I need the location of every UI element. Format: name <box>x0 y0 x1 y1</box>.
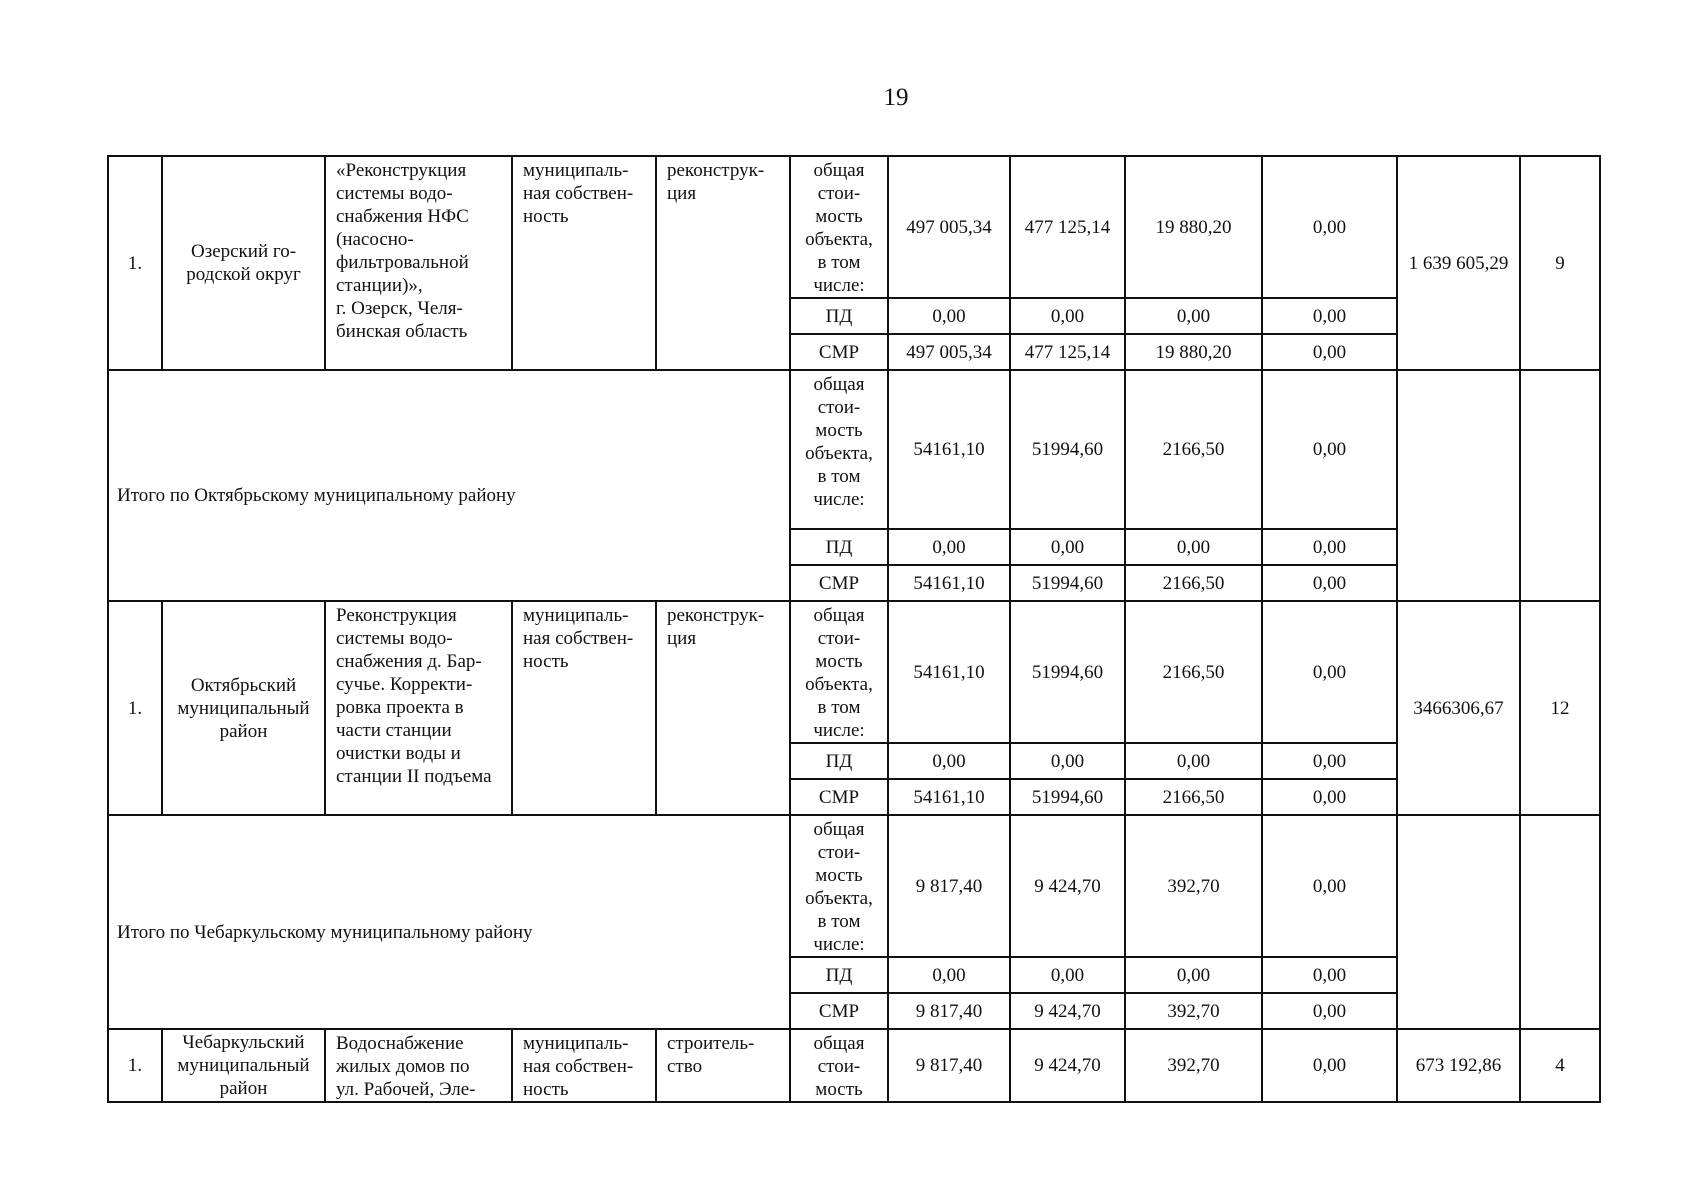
work-type-cell: строитель- ство <box>656 1029 790 1102</box>
ownership-cell: муниципаль- ная собствен- ность <box>512 156 656 370</box>
cost-type-label: ПД <box>790 743 888 779</box>
cost-type-label: общая стои- мость <box>790 1029 888 1102</box>
value-regional: 51994,60 <box>1010 565 1125 601</box>
empty-cell <box>1520 370 1600 601</box>
capacity-cell: 673 192,86 <box>1397 1029 1520 1102</box>
last-column-cell: 12 <box>1520 601 1600 815</box>
value-local: 2166,50 <box>1125 601 1262 743</box>
total-row <box>108 815 1600 957</box>
value-regional: 51994,60 <box>1010 601 1125 743</box>
value-total: 9 817,40 <box>888 815 1010 957</box>
value-local: 2166,50 <box>1125 565 1262 601</box>
value-local: 2166,50 <box>1125 779 1262 815</box>
value-regional: 9 424,70 <box>1010 815 1125 957</box>
value-local: 0,00 <box>1125 529 1262 565</box>
value-other: 0,00 <box>1262 156 1397 298</box>
financing-table <box>107 155 1601 1103</box>
value-regional: 477 125,14 <box>1010 156 1125 298</box>
value-regional: 477 125,14 <box>1010 334 1125 370</box>
row-number: 1. <box>108 601 162 815</box>
cost-type-label: СМР <box>790 993 888 1029</box>
value-total: 0,00 <box>888 298 1010 334</box>
value-total: 0,00 <box>888 529 1010 565</box>
value-other: 0,00 <box>1262 1029 1397 1102</box>
object-name-cell: «Реконструкция системы водо- снабжения НФС (насосно- фильтровальной станции)», г. Озерск, Челя- бинская область <box>325 156 512 370</box>
value-other: 0,00 <box>1262 565 1397 601</box>
cost-type-label: СМР <box>790 334 888 370</box>
value-regional: 0,00 <box>1010 743 1125 779</box>
cost-type-label: общая стои- мость объекта, в том числе: <box>790 601 888 743</box>
table-row <box>108 1029 1600 1102</box>
page-number: 19 <box>883 84 909 111</box>
value-regional: 0,00 <box>1010 298 1125 334</box>
municipality-cell: Октябрьский муниципальный район <box>162 601 325 815</box>
table-row <box>108 156 1600 298</box>
value-regional: 9 424,70 <box>1010 1029 1125 1102</box>
capacity-cell: 3466306,67 <box>1397 601 1520 815</box>
value-regional: 51994,60 <box>1010 370 1125 529</box>
total-row <box>108 370 1600 529</box>
value-other: 0,00 <box>1262 334 1397 370</box>
value-other: 0,00 <box>1262 993 1397 1029</box>
empty-cell <box>1520 815 1600 1029</box>
value-total: 9 817,40 <box>888 1029 1010 1102</box>
value-total: 497 005,34 <box>888 334 1010 370</box>
value-total: 54161,10 <box>888 779 1010 815</box>
value-local: 392,70 <box>1125 1029 1262 1102</box>
value-other: 0,00 <box>1262 298 1397 334</box>
value-total: 54161,10 <box>888 601 1010 743</box>
value-other: 0,00 <box>1262 370 1397 529</box>
value-regional: 9 424,70 <box>1010 993 1125 1029</box>
value-regional: 51994,60 <box>1010 779 1125 815</box>
row-number: 1. <box>108 156 162 370</box>
value-other: 0,00 <box>1262 743 1397 779</box>
value-local: 0,00 <box>1125 743 1262 779</box>
cost-type-label: СМР <box>790 779 888 815</box>
value-local: 19 880,20 <box>1125 334 1262 370</box>
value-other: 0,00 <box>1262 529 1397 565</box>
municipality-cell: Чебаркульский муниципальный район <box>162 1029 325 1102</box>
cost-type-label: ПД <box>790 957 888 993</box>
cost-type-label: СМР <box>790 565 888 601</box>
value-other: 0,00 <box>1262 957 1397 993</box>
last-column-cell: 4 <box>1520 1029 1600 1102</box>
value-other: 0,00 <box>1262 779 1397 815</box>
capacity-cell: 1 639 605,29 <box>1397 156 1520 370</box>
ownership-cell: муниципаль- ная собствен- ность <box>512 601 656 815</box>
value-local: 392,70 <box>1125 815 1262 957</box>
object-name-cell: Водоснабжение жилых домов по ул. Рабочей, Эле- <box>325 1029 512 1102</box>
value-local: 0,00 <box>1125 957 1262 993</box>
object-name-cell: Реконструкция системы водо- снабжения д. Бар- сучье. Корректи- ровка проекта в части станции очистки воды и станции II подъема <box>325 601 512 815</box>
value-local: 2166,50 <box>1125 370 1262 529</box>
value-local: 392,70 <box>1125 993 1262 1029</box>
work-type-cell: реконструк- ция <box>656 156 790 370</box>
ownership-cell: муниципаль- ная собствен- ность <box>512 1029 656 1102</box>
value-regional: 0,00 <box>1010 529 1125 565</box>
value-total: 54161,10 <box>888 565 1010 601</box>
value-total: 497 005,34 <box>888 156 1010 298</box>
value-total: 0,00 <box>888 743 1010 779</box>
row-number: 1. <box>108 1029 162 1102</box>
cost-type-label: общая стои- мость объекта, в том числе: <box>790 156 888 298</box>
cost-type-label: ПД <box>790 298 888 334</box>
value-other: 0,00 <box>1262 601 1397 743</box>
value-total: 54161,10 <box>888 370 1010 529</box>
total-title: Итого по Октябрьскому муниципальному району <box>108 370 790 601</box>
work-type-cell: реконструк- ция <box>656 601 790 815</box>
cost-type-label: общая стои- мость объекта, в том числе: <box>790 815 888 957</box>
cost-type-label: ПД <box>790 529 888 565</box>
report-table-container <box>107 155 1601 1103</box>
empty-cell <box>1397 815 1520 1029</box>
empty-cell <box>1397 370 1520 601</box>
last-column-cell: 9 <box>1520 156 1600 370</box>
value-local: 19 880,20 <box>1125 156 1262 298</box>
value-total: 0,00 <box>888 957 1010 993</box>
table-body <box>108 156 1600 1102</box>
value-local: 0,00 <box>1125 298 1262 334</box>
value-regional: 0,00 <box>1010 957 1125 993</box>
total-title: Итого по Чебаркульскому муниципальному району <box>108 815 790 1029</box>
table-row <box>108 601 1600 743</box>
cost-type-label: общая стои- мость объекта, в том числе: <box>790 370 888 529</box>
value-total: 9 817,40 <box>888 993 1010 1029</box>
value-other: 0,00 <box>1262 815 1397 957</box>
municipality-cell: Озерский го- родской округ <box>162 156 325 370</box>
